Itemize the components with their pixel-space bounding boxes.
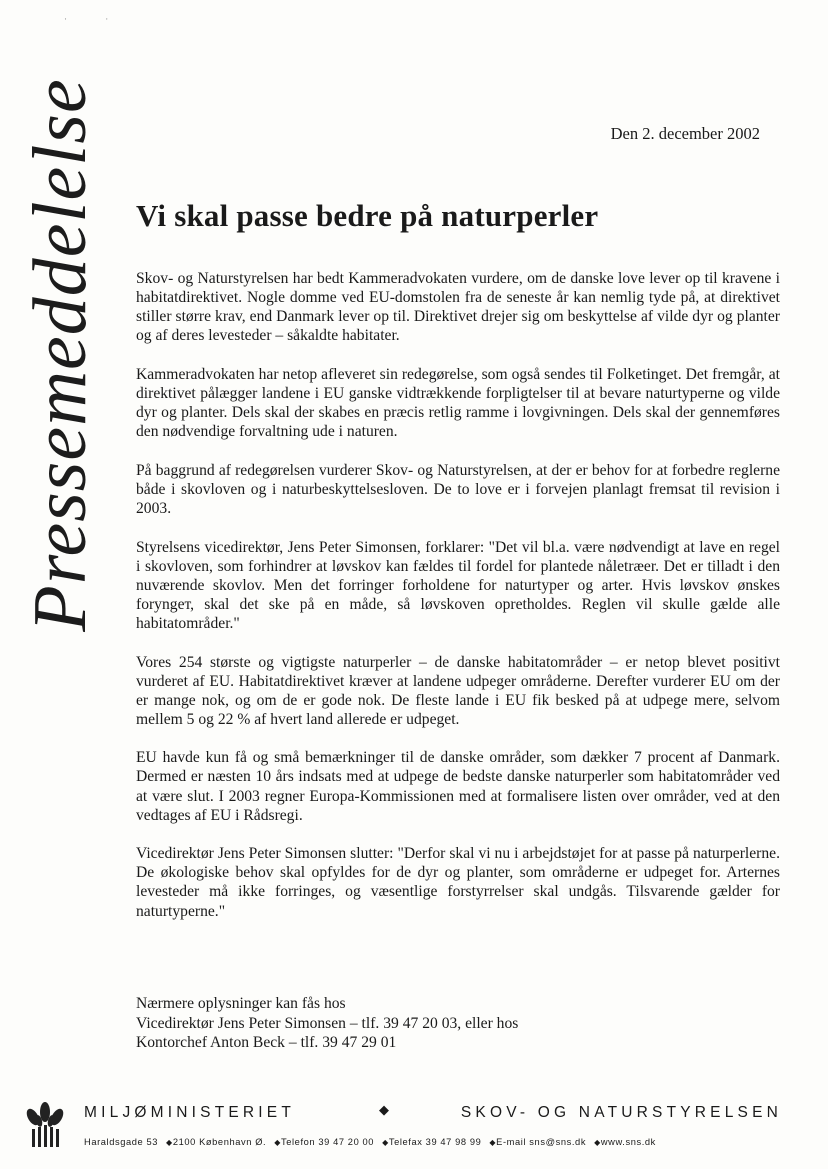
footer-separator: ◆	[379, 1102, 389, 1117]
footer-header	[84, 1104, 784, 1126]
footer-phone: Telefon 39 47 20 00	[281, 1137, 375, 1147]
footer-fax: Telefax 39 47 98 99	[388, 1137, 482, 1147]
article-body	[136, 269, 780, 940]
contact-person-2: Kontorchef Anton Beck – tlf. 39 47 29 01	[136, 1034, 397, 1051]
paragraph: Skov- og Naturstyrelsen har bedt Kammeradvokaten vurdere, om de danske love lever op til kravene i habitatdirektivet. Nogle domme ved EU-domstolen fra de seneste år kan nemlig tyde på, at direktivet stiller større krav, end Danmark lever op til. Direktivet drejer sig om beskyttelse af vilde dyr og planter og af deres levesteder – såkaldte habitater.	[136, 270, 780, 345]
bullet-icon: ◆	[489, 1138, 497, 1147]
ministry-name: MILJØMINISTERIET	[84, 1104, 296, 1121]
contact-info	[136, 994, 736, 1053]
footer-city: 2100 København Ø.	[172, 1137, 267, 1147]
footer-address: Haraldsgade 53	[84, 1137, 159, 1147]
footer-web[interactable]: www.sns.dk	[600, 1137, 656, 1147]
paragraph: Styrelsens vicedirektør, Jens Peter Simonsen, forklarer: "Det vil bl.a. være nødvendigt at lave en regel i skovloven, som forhindrer at løvskov kan fældes til fordel for plantede nåletræer. Det er tilladt i den nuværende skovlov. Men det forringer forholdene for naturtyper og arter. Hvis løvskov ønskes foryngет, skal det ske på en måde, så løvskoven opretholdes. Reglen vil skulle gælde alle habitatområder."	[136, 538, 780, 632]
bullet-icon: ◆	[594, 1138, 601, 1147]
paragraph: EU havde kun få og små bemærkninger til de danske områder, som dækker 7 procent af Danmark. Dermed er næsten 10 års indsats med at udpege de bedste danske naturperler som habitatområder ved at være slut. I 2003 regner Europa-Kommissionen med at formalisere listen over områder, ved at den vedtages af EU i Rådsregi.	[136, 749, 780, 824]
ministry-logo-icon	[24, 1101, 64, 1149]
bullet-icon: ◆	[382, 1138, 389, 1147]
release-date: Den 2. december 2002	[610, 124, 760, 143]
paragraph: Vicedirektør Jens Peter Simonsen slutter: "Derfor skal vi nu i arbejdstøjet for at passe på naturperlerne. De økologiske behov skal opfyldes for de dyr og planter, som områderne er udpeget for. Arternes levesteder må ikke forringes, og væsentlige forstyrrelser skal undgås. Tilsvarende gælder for naturtyperne."	[136, 845, 780, 920]
press-release-side-title: Pressemeddelelse	[18, 78, 102, 632]
bullet-icon: ◆	[274, 1138, 281, 1147]
scan-specks: · ·	[64, 14, 127, 24]
headline: Vi skal passe bedre på naturperler	[136, 198, 599, 233]
bullet-icon: ◆	[166, 1138, 173, 1147]
contact-intro: Nærmere oplysninger kan fås hos	[136, 995, 346, 1012]
footer-contact-line	[84, 1137, 784, 1147]
paragraph: Kammeradvokaten har netop afleveret sin redegørelse, som også sendes til Folketinget. Det fremgår, at direktivet pålægger landene i EU ganske vidtrækkende forpligtelser til at bevare naturtyperne og vilde dyr og planter. Dels skal der skabes en præcis retlig ramme i lovgivningen. Dels skal der gennemføres den nødvendige forvaltning ude i naturen.	[136, 365, 780, 441]
paragraph: På baggrund af redegørelsen vurderer Skov- og Naturstyrelsen, at der er behov for at forbedre reglerne både i skovloven og i naturbeskyttelsesloven. De to love er i forvejen planlagt fremsat til revision i 2003.	[136, 461, 780, 517]
paragraph: Vores 254 største og vigtigste naturperler – de danske habitatområder – er netop blevet positivt vurderet af EU. Habitatdirektivet kræver at landene udpeger områderne. Derefter vurderer EU om der er mange nok, og om de er gode nok. De fleste lande i EU fik besked på at udpege mere, selvom mellem 5 og 22 % af hvert land allerede er udpeget.	[136, 653, 780, 728]
agency-name: SKOV- OG NATURSTYRELSEN	[460, 1104, 782, 1121]
footer-email[interactable]: E-mail sns@sns.dk	[496, 1137, 587, 1147]
contact-person-1: Vicedirektør Jens Peter Simonsen – tlf. 39 47 20 03, eller hos	[136, 1014, 519, 1032]
